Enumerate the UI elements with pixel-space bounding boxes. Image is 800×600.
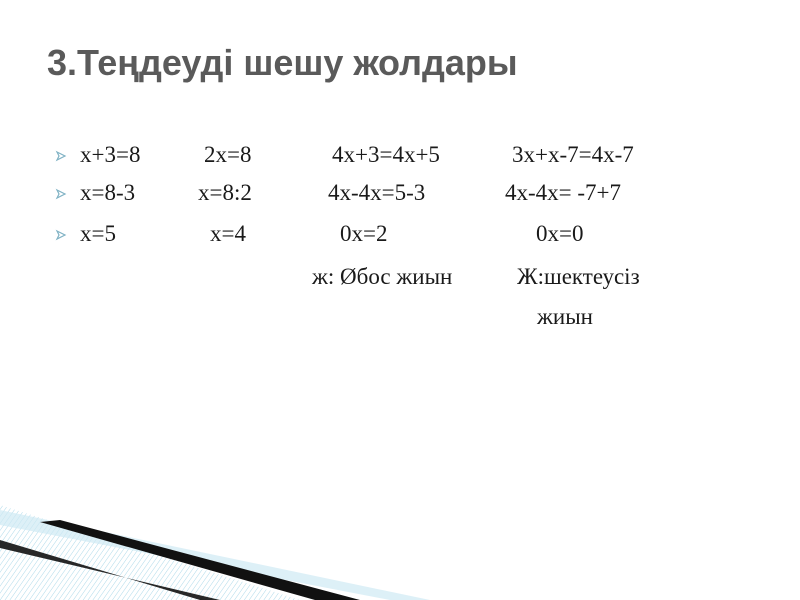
equation-cell: x=5	[80, 221, 116, 246]
equation-cell: x=8:2	[198, 180, 252, 205]
equation-cell: 0x=2	[340, 221, 388, 246]
slide-title: 3.Теңдеуді шешу жолдары	[47, 42, 518, 83]
equation-cell: 4x-4x= -7+7	[505, 180, 622, 205]
equation-cell: x+3=8	[80, 142, 141, 167]
equation-cell: 4x-4x=5-3	[328, 180, 426, 205]
equation-cell: x=8-3	[80, 180, 136, 205]
equation-cell: 2x=8	[204, 142, 252, 167]
equation-cell: 4x+3=4x+5	[332, 142, 440, 167]
equation-cell: x=4	[210, 221, 246, 246]
answer-empty-set: ж: Øбос жиын	[312, 264, 453, 289]
equation-cell: 3x+x-7=4x-7	[512, 142, 634, 167]
answer-infinite-set-continued: жиын	[537, 304, 593, 329]
equation-cell: 0x=0	[536, 221, 584, 246]
answer-infinite-set: Ж:шектеусіз	[517, 264, 640, 289]
